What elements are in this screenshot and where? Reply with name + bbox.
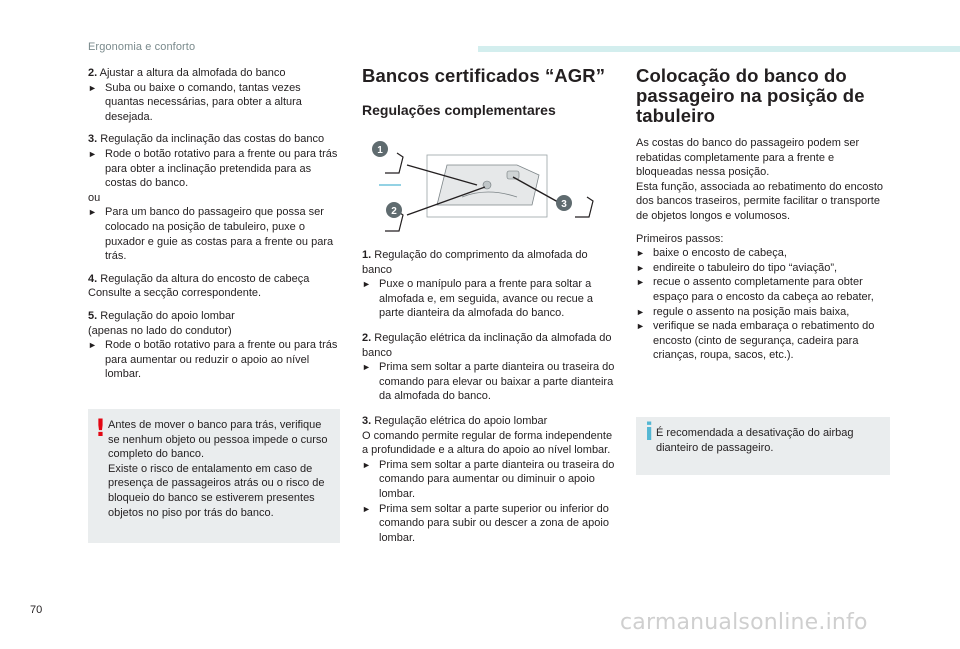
- bullet-text: Puxe o manípulo para a frente para soltar a almofada e, em seguida, avance ou recue a parte dianteira da almofada do banco.: [379, 278, 594, 320]
- steps-title: Primeiros passos:: [636, 232, 724, 245]
- step-text: baixe o encosto de cabeça,: [653, 247, 787, 260]
- bullet-arrow-icon: ►: [636, 306, 645, 317]
- step-title: Regulação do apoio lombar: [97, 309, 235, 322]
- bullet-arrow-icon: ►: [362, 279, 371, 290]
- bullet-text: Prima sem soltar a parte dianteira ou traseira do comando para aumentar ou diminuir o apoio lombar.: [379, 458, 615, 500]
- bullet-arrow-icon: ►: [362, 503, 371, 514]
- step-title: Regulação elétrica do apoio lombar: [371, 414, 548, 427]
- instruction-3-electric-lumbar: [362, 414, 616, 545]
- heading-text: Bancos certificados: [362, 65, 545, 86]
- step-title: Regulação da inclinação das costas do banco: [97, 133, 325, 146]
- step-title: Regulação elétrica da inclinação da almofada do banco: [362, 331, 612, 359]
- section-heading-table-position: Colocação do banco do passageiro na posição de tabuleiro: [636, 65, 865, 126]
- warning-text: Existe o risco de entalamento em caso de presença de passageiros atrás ou o risco de bloqueio do banco se estiverem presentes objetos no piso por trás do banco.: [108, 462, 325, 519]
- column-right: [636, 66, 892, 363]
- step-number: 5.: [88, 309, 98, 322]
- step-text: recue o assento completamente para obter espaço para o encosto da cabeça ao rebater,: [653, 276, 874, 303]
- body-text: Consulte a secção correspondente.: [88, 287, 262, 300]
- step-title: Regulação do comprimento da almofada do banco: [362, 249, 588, 276]
- step-text: endireite o tabuleiro do tipo “aviação”,: [653, 261, 838, 274]
- watermark: carmanualsonline.info: [620, 610, 868, 635]
- info-icon: i: [645, 418, 654, 446]
- column-middle-body: [362, 248, 616, 553]
- warning-note: [88, 409, 340, 543]
- bullet-arrow-icon: ►: [88, 82, 97, 93]
- bullet-arrow-icon: ►: [636, 277, 645, 288]
- bullet-text: Prima sem soltar a parte dianteira ou traseira do comando para elevar ou baixar a parte dianteira da almofada do banco.: [379, 361, 615, 403]
- body-text: As costas do banco do passageiro podem ser rebatidas completamente para a frente e bloqueadas nessa posição.: [636, 137, 860, 179]
- section-title: Ergonomia e conforto: [88, 41, 196, 53]
- step-text: regule o assento na posição mais baixa,: [653, 305, 850, 318]
- step-number: 3.: [362, 414, 372, 427]
- body-text: (apenas no lado do condutor): [88, 324, 232, 337]
- step-number: 2.: [88, 67, 98, 79]
- seat-adjustment-diagram: [367, 135, 607, 247]
- bullet-text: Suba ou baixe o comando, tantas vezes quantas necessárias, para obter a altura desejada.: [105, 81, 302, 123]
- bullet-arrow-icon: ►: [636, 321, 645, 332]
- bullet-arrow-icon: ►: [636, 262, 645, 273]
- marker-label: 1: [377, 145, 383, 156]
- marker-label: 3: [561, 199, 567, 210]
- step-number: 2.: [362, 331, 372, 344]
- subsection-heading: Regulações complementares: [362, 102, 556, 118]
- bullet-arrow-icon: ►: [362, 362, 371, 373]
- bullet-text: Rode o botão rotativo para a frente ou para trás para obter a inclinação pretendida para as costas do banco.: [105, 147, 338, 190]
- page-number: 70: [30, 604, 43, 616]
- bullet-arrow-icon: ►: [88, 148, 97, 159]
- info-text: É recomendada a desativação do airbag dianteiro de passageiro.: [656, 427, 854, 454]
- info-note: [636, 417, 890, 475]
- bullet-text: Rode o botão rotativo para a frente ou para trás para aumentar ou reduzir o apoio ao nível lombar.: [105, 339, 338, 381]
- instruction-2-seat-height: [88, 66, 341, 124]
- marker-label: 2: [391, 206, 397, 217]
- bullet-text: Prima sem soltar a parte superior ou inferior do comando para subir ou descer a zona de apoio lombar.: [379, 502, 609, 544]
- column-left: [88, 66, 341, 390]
- bullet-arrow-icon: ►: [636, 248, 645, 259]
- instruction-1-cushion-length: [362, 248, 616, 321]
- instruction-5-lumbar: [88, 309, 341, 382]
- step-number: 1.: [362, 249, 372, 261]
- instruction-3-backrest-tilt: [88, 132, 341, 263]
- instruction-4-headrest: [88, 272, 341, 301]
- section-heading-agr: [362, 66, 616, 86]
- body-text: Esta função, associada ao rebatimento do encosto dos bancos traseiros, permite facilitar o transporte de objetos longos e volumosos.: [636, 180, 884, 222]
- bullet-arrow-icon: ►: [362, 459, 371, 470]
- header-accent-bar: [478, 46, 960, 52]
- warning-text: Antes de mover o banco para trás, verifique se nenhum objeto ou pessoa impede o curso completo do banco.: [108, 419, 328, 461]
- step-number: 4.: [88, 272, 98, 285]
- or-text: ou: [88, 191, 101, 204]
- warning-exclamation-icon: !: [95, 414, 106, 442]
- step-title: Regulação da altura do encosto de cabeça: [97, 272, 310, 285]
- heading-text: “AGR”: [544, 65, 606, 86]
- step-text: verifique se nada embaraça o rebatimento do encosto (cinto de segurança, cadeira para crianças, roupa, sacos, etc.).: [653, 320, 875, 362]
- bullet-arrow-icon: ►: [88, 207, 97, 218]
- body-text: O comando permite regular de forma independente a profundidade e a altura do apoio ao nível lombar.: [362, 429, 613, 457]
- column-middle: [362, 66, 616, 119]
- step-title: Ajustar a altura da almofada do banco: [97, 67, 286, 79]
- step-number: 3.: [88, 133, 98, 146]
- instruction-2-cushion-tilt: [362, 331, 616, 404]
- bullet-arrow-icon: ►: [88, 340, 97, 351]
- bullet-text: Para um banco do passageiro que possa ser colocado na posição de tabuleiro, puxe o puxador e guie as costas para a frente ou para trás.: [105, 206, 334, 263]
